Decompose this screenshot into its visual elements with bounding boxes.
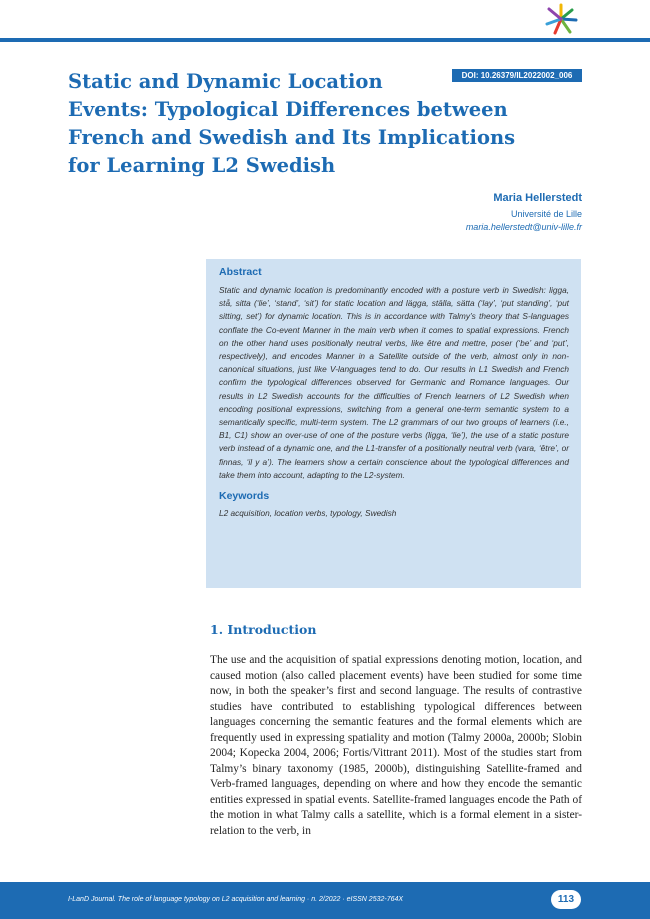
title-line: for Learning L2 Swedish [68, 154, 336, 177]
title-line: Static and Dynamic Location [68, 70, 383, 93]
keywords-text: L2 acquisition, location verbs, typology, Swedish [219, 508, 397, 519]
page-footer [0, 882, 650, 919]
abstract-text: Static and dynamic location is predominantly encoded with a posture verb in Swedish: ligga, stå, sitta (‘lie’, ‘stand’, ‘sit’) for static location and lägga, ställa, sätta (‘lay’, ‘put standing’, ‘put sitting, set’) for dynamic location. This is in accordance with Talmy’s theory that S-languages conflate the Co-event Manner in the main verb when it comes to spatial expressions. French on the other hand uses positionally neutral verbs, like être and mettre, poser (‘be’ and ‘put’, respectively), and encodes Manner in a Satellite outside of the verb, almost only in non-canonical situations, just like V-languages tend to do. Our results in L1 Swedish and French confirm the typological differences observed for Germanic and Romance languages. Our results in L2 Swedish accounts for the difficulties of French learners of L2 Swedish when encoding positional expressions, switching from a general one-term semantic system to a semantically specific, multi-term system. The L2 grammars of our two groups of learners (i.e., B1, C1) show an over-use of one of the posture verbs (ligga, ‘lie’), the use of a static posture verb instead of a dynamic one, and the L1-transfer of a positionally neutral verb (vara, ‘être’, or finnas, ‘il y a’). The learners show a certain conscience about the typological differences and take them into account, adapting to the L2-system. [219, 285, 569, 480]
keywords-heading: Keywords [219, 490, 270, 503]
author-block [466, 191, 582, 234]
introduction-text: The use and the acquisition of spatial expressions denoting motion, location, and caused motion (also called placement events) have been studied for some time now, in both the speaker’s first and second language. The results of contrastive studies have contributed to establishing typological differences between languages concerning the semantic features and the formal elements which are frequently used in expressing spatiality and motion (Talmy 2000a, 2000b; Slobin 2004; Kopecka 2004, 2006; Fortis/Vittrant 2011). Most of the studies start from Talmy’s binary taxonomy (1985, 2000b), distinguishing Satellite-framed and Verb-framed languages, depending on where and how they encode the semantic entities expressed in spatial events. Satellite-framed languages encode the Path of the motion in what Talmy calls a satellite, which is a formal element in a sister-relation to the verb, in [210, 654, 582, 837]
footer-journal-info: I-LanD Journal. The role of language typology on L2 acquisition and learning · n. 2/2022 · eISSN 2532-764X [68, 896, 404, 903]
abstract-box [206, 259, 581, 588]
author-email[interactable]: maria.hellerstedt@univ-lille.fr [465, 222, 582, 232]
title-line: Events: Typological Differences between [68, 98, 508, 121]
author-name: Maria Hellerstedt [493, 192, 582, 204]
page-number-badge: 113 [551, 890, 581, 909]
article-title [68, 68, 588, 180]
title-line: French and Swedish and Its Implications [68, 126, 516, 149]
author-affiliation: Université de Lille [510, 209, 582, 219]
section-heading-introduction: 1. Introduction [210, 622, 317, 637]
doi-badge[interactable]: DOI: 10.26379/IL2022002_006 [452, 69, 582, 82]
header-rule [0, 38, 650, 42]
abstract-heading: Abstract [219, 266, 262, 278]
journal-logo-icon [543, 2, 579, 36]
